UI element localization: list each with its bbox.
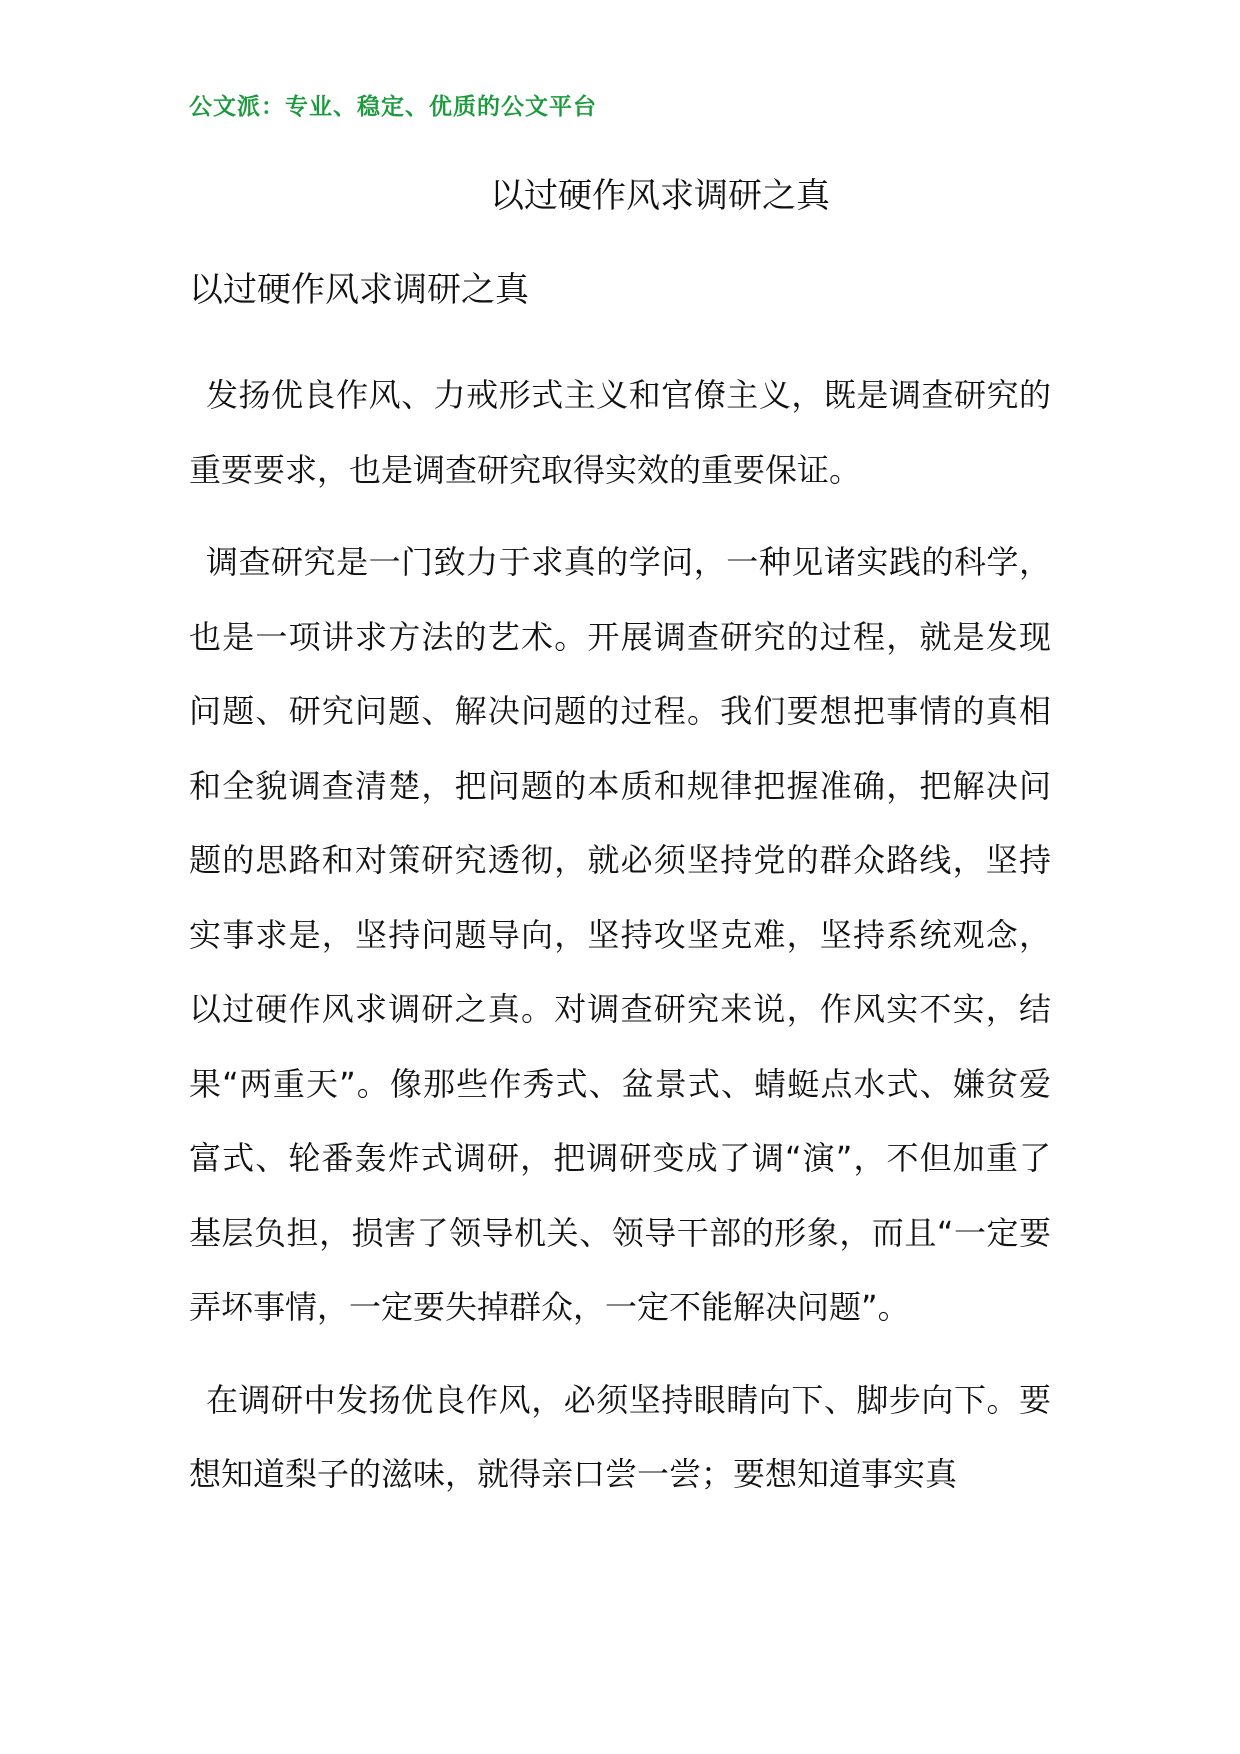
document-subtitle: 以过硬作风求调研之真 (189, 270, 529, 310)
paragraph-1: 发扬优良作风、力戒形式主义和官僚主义，既是调查研究的重要要求，也是调查研究取得实效的重要保证。 (189, 376, 1051, 489)
paragraph-2: 调查研究是一门致力于求真的学问，一种见诸实践的科学，也是一项讲求方法的艺术。开展调查研究的过程，就是发现问题、研究问题、解决问题的过程。我们要想把事情的真相和全貌调查清楚，把问题的本质和规律把握准确，把解决问题的思路和对策研究透彻，就必须坚持党的群众路线，坚持实事求是，坚持问题导向，坚持攻坚克难，坚持系统观念，以过硬作风求调研之真。对调查研究来说，作风实不实，结果“两重天”。像那些作秀式、盆景式、蜻蜓点水式、嫌贫爱富式、轮番轰炸式调研，把调研变成了调“演”，不但加重了基层负担，损害了领导机关、领导干部的形象，而且“一定要弄坏事情，一定要失掉群众，一定不能解决问题”。 (189, 543, 1051, 1326)
site-header-slogan: 公文派：专业、稳定、优质的公文平台 (189, 94, 597, 120)
document-body (189, 358, 1051, 1530)
paragraph-3: 在调研中发扬优良作风，必须坚持眼睛向下、脚步向下。要想知道梨子的滋味，就得亲口尝一尝；要想知道事实真 (189, 1380, 1051, 1493)
document-title: 以过硬作风求调研之真 (490, 176, 830, 216)
